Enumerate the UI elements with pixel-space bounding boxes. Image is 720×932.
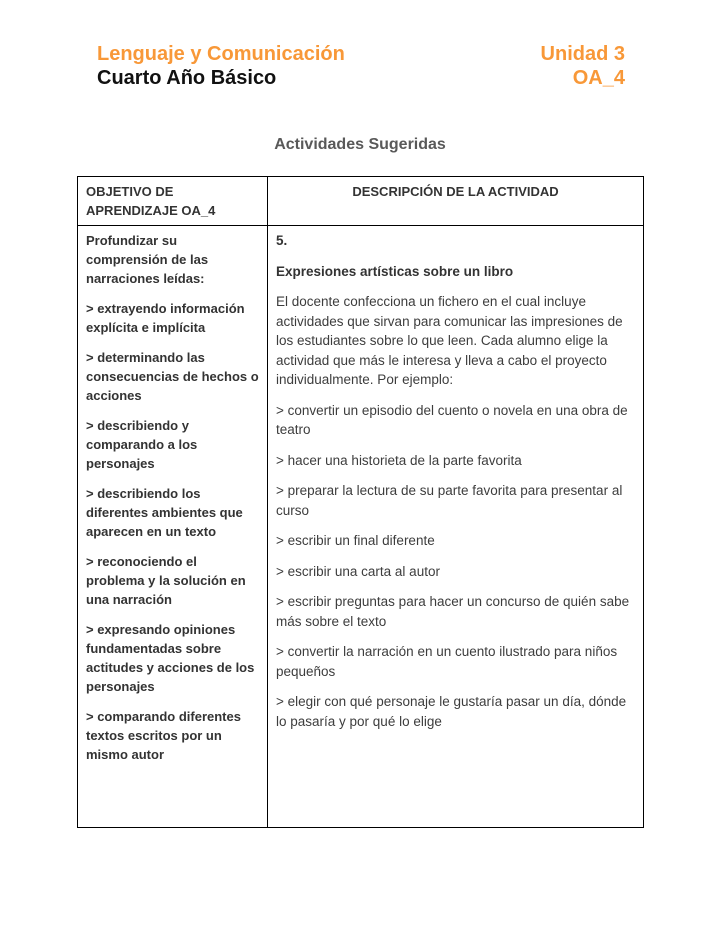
header-right-block (541, 42, 625, 90)
activity-item: > escribir una carta al autor (276, 563, 440, 579)
table-body-row (78, 226, 644, 828)
document-header (97, 42, 625, 90)
oa-code-label: OA_4 (572, 67, 625, 89)
activity-title: Expresiones artísticas sobre un libro (276, 263, 514, 279)
activity-item: > escribir un final diferente (276, 533, 435, 548)
objective-item: > comparando diferentes textos escritos por un mismo autor (86, 709, 241, 762)
grade-level: Cuarto Año Básico (97, 67, 277, 89)
activity-item: > elegir con qué personaje le gustaría pasar un día, dónde lo pasaría y por qué lo elige (276, 694, 627, 729)
activity-number: 5. (276, 233, 288, 248)
activity-item: > escribir preguntas para hacer un concurso de quién sabe más sobre el texto (276, 594, 630, 629)
activities-table (77, 176, 644, 828)
description-column-header: DESCRIPCIÓN DE LA ACTIVIDAD (268, 177, 644, 226)
header-left-block (97, 42, 345, 90)
activity-item: > hacer una historieta de la parte favorita (276, 452, 522, 468)
activity-description: El docente confecciona un fichero en el cual incluye actividades que sirvan para comunicar las impresiones de los estudiantes sobre lo que leen. Cada alumno elige la actividad que más le interesa y lleva a cabo el proyecto individualmente. Por ejemplo: (276, 294, 623, 387)
activity-item: > convertir la narración en un cuento ilustrado para niños pequeños (276, 644, 618, 679)
subject-title: Lenguaje y Comunicación (97, 43, 345, 65)
table-header-row (78, 177, 644, 226)
objective-item: > describiendo y comparando a los personajes (86, 418, 198, 471)
description-cell (268, 226, 644, 828)
objective-item: > expresando opiniones fundamentadas sobre actitudes y acciones de los personajes (86, 622, 255, 694)
page-title: Actividades Sugeridas (274, 136, 446, 153)
objective-item: > extrayendo información explícita e implícita (86, 301, 245, 335)
objective-intro: Profundizar su comprensión de las narraciones leídas: (86, 233, 209, 286)
activity-item: > convertir un episodio del cuento o novela en una obra de teatro (276, 402, 628, 437)
unit-label: Unidad 3 (540, 43, 625, 65)
objective-item: > reconociendo el problema y la solución en una narración (86, 554, 246, 607)
objective-cell (78, 226, 268, 828)
objective-item: > determinando las consecuencias de hechos o acciones (86, 350, 259, 403)
objective-item: > describiendo los diferentes ambientes que aparecen en un texto (86, 486, 243, 539)
activity-item: > preparar la lectura de su parte favorita para presentar al curso (276, 483, 623, 518)
objective-column-header: OBJETIVO DE APRENDIZAJE OA_4 (78, 177, 268, 226)
